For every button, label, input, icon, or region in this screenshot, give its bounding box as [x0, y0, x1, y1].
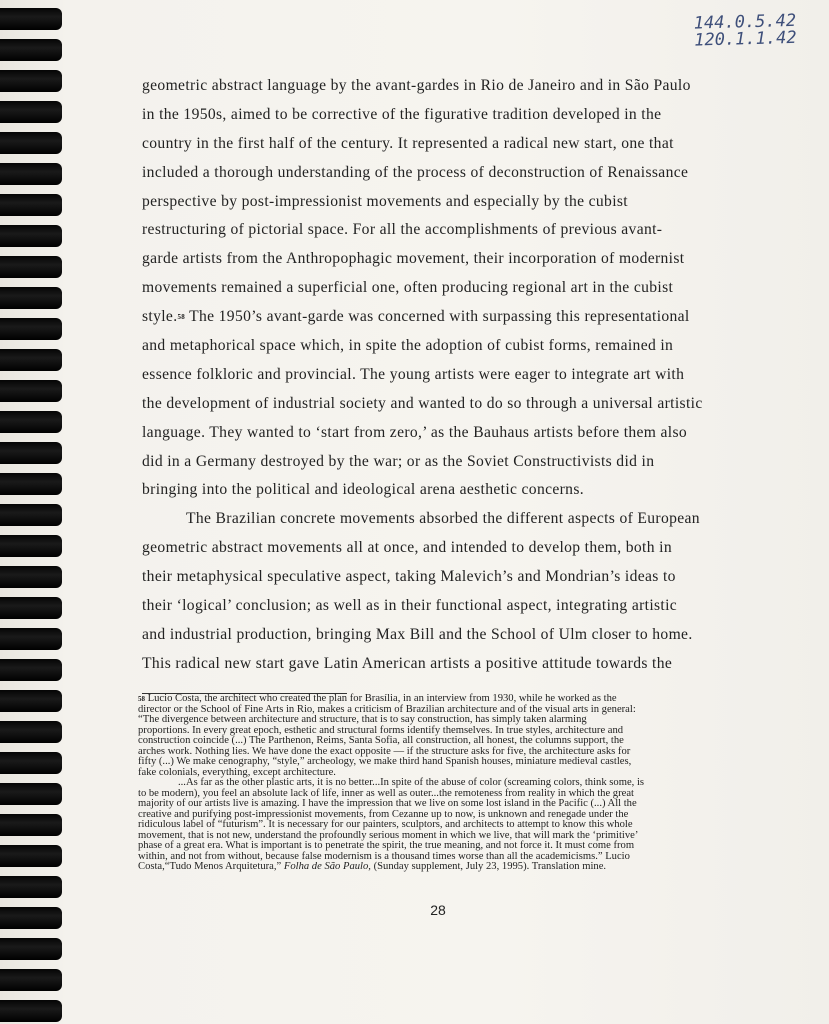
binding-coil — [0, 566, 62, 588]
binding-coil — [0, 163, 62, 185]
binding-coil — [0, 535, 62, 557]
binding-coil — [0, 411, 62, 433]
body-line: their ‘logical’ conclusion; as well as in their functional aspect, integrating artistic — [142, 597, 678, 615]
footnote-line: fake colonials, everything, except architecture. — [138, 766, 336, 778]
binding-coil — [0, 70, 62, 92]
footnote-line: ridiculous label of “futurism”. It is necessary for our painters, sculptors, and architects to attempt to know this whole — [138, 819, 633, 830]
body-line: the development of industrial society and wanted to do so through a universal artistic — [142, 394, 703, 412]
binding-coil — [0, 287, 62, 309]
annotation-line-2: 120.1.1.42 — [693, 27, 797, 51]
page-number: 28 — [430, 902, 446, 918]
body-line: in the 1950s, aimed to be corrective of the figurative tradition developed in the — [142, 105, 662, 123]
footnote-line: construction coincide (...) The Parthenon, Reims, Santa Sofia, all construction, all honest, the columns support, the — [138, 735, 624, 746]
body-line: bringing into the political and ideological arena aesthetic concerns. — [142, 481, 584, 499]
footnote-line: director or the School of Fine Arts in Rio, makes a criticism of Brazilian architecture and of the visual arts in general: — [138, 703, 636, 715]
footnote-line: majority of our artists live is amazing. I have the impression that we live on some lost island in the Pacific (...) All the — [138, 798, 637, 809]
binding-coil — [0, 783, 62, 805]
footnote-line: $^{58}$ Lucio Costa, the architect who created the plan for Brasília, in an interview from 1930, while he worked as the — [138, 693, 617, 704]
footnote-reference[interactable]: 58 — [177, 313, 186, 322]
footnote-line: proportions. In every great epoch, esthetic and structural forms identify themselves. In true styles, architecture and — [138, 724, 624, 736]
footnote-line: Costa,“Tudo Menos Arquitetura,” Folha de São Paulo, (Sunday supplement, July 23, 1995). Translation mine. — [138, 861, 607, 872]
body-line: geometric abstract movements all at once, and intended to develop them, both in — [142, 539, 672, 557]
annotation-line-1: 144.0.5.42 — [693, 10, 797, 34]
binding-coil — [0, 194, 62, 216]
body-line: their metaphysical speculative aspect, taking Malevich’s and Mondrian’s ideas to — [142, 568, 676, 586]
binding-coil — [0, 256, 62, 278]
binding-coil — [0, 938, 62, 960]
body-line: movements remained a superficial one, often producing regional art in the cubist — [142, 279, 674, 297]
body-line-end: The 1950’s avant-garde was concerned with surpassing this representational — [185, 308, 690, 326]
binding-coil — [0, 504, 62, 526]
binding-coil — [0, 318, 62, 340]
body-line: did in a Germany destroyed by the war; or as the Soviet Constructivists did in — [142, 452, 655, 470]
body-line-start: style. — [142, 308, 178, 326]
binding-coil — [0, 814, 62, 836]
binding-coil — [0, 752, 62, 774]
binding-coil — [0, 659, 62, 681]
binding-coil — [0, 690, 62, 712]
binding-coil — [0, 597, 62, 619]
spiral-binding — [0, 0, 62, 1024]
binding-coil — [0, 225, 62, 247]
body-line: included a thorough understanding of the process of deconstruction of Renaissance — [142, 163, 689, 181]
footnote-mark: 58 — [138, 695, 145, 703]
body-line: This radical new start gave Latin American artists a positive attitude towards the — [142, 654, 673, 672]
citation-title: Folha de São Paulo, — [281, 861, 371, 872]
binding-coil — [0, 1000, 62, 1022]
handwritten-annotation — [694, 12, 815, 49]
binding-coil — [0, 380, 62, 402]
footnote-line: creative and purifying post-impressionist movements, from Cezanne up to now, is unknown and renegade under the — [138, 808, 629, 820]
body-line: restructuring of pictorial space. For all the accomplishments of previous avant- — [142, 221, 663, 239]
body-text — [142, 72, 747, 679]
binding-coil — [0, 969, 62, 991]
footnote-line: fifty (...) We make cenography, “style,” archeology, we make third hand Spanish houses, miniature medieval castles, — [138, 756, 632, 767]
binding-coil — [0, 8, 62, 30]
body-line: language. They wanted to ‘start from zero,’ as the Bauhaus artists before them also — [142, 423, 688, 441]
body-line: and metaphorical space which, in spite the adoption of cubist forms, remained in — [142, 337, 674, 355]
body-line: garde artists from the Anthropophagic movement, their incorporation of modernist — [142, 250, 685, 268]
binding-coil — [0, 349, 62, 371]
footnote-line: ...As far as the other plastic arts, it is no better...In spite of the abuse of color (screaming colors, think some, is — [178, 777, 645, 788]
footnote — [138, 694, 748, 873]
body-line: The Brazilian concrete movements absorbed the different aspects of European — [186, 510, 700, 528]
binding-coil — [0, 876, 62, 898]
binding-coil — [0, 39, 62, 61]
footnote-line: movement, that is not new, understand the profoundly serious moment in which we live, that will mark the ‘primitive’ — [138, 829, 639, 841]
footnote-line: “The divergence between architecture and structure, that is to say construction, has simply taken alarming — [138, 714, 587, 725]
binding-coil — [0, 101, 62, 123]
binding-coil — [0, 132, 62, 154]
body-line: country in the first half of the century. It represented a radical new start, one that — [142, 134, 674, 152]
footnote-line: within, and not from without, because false modernism is a thousand times worse than all the academicisms.” Lucio — [138, 850, 630, 862]
footnote-line: phase of a great era. What is important is to penetrate the spirit, the true meaning, and not force it. It must come from — [138, 840, 635, 851]
body-line: perspective by post-impressionist movements and especially by the cubist — [142, 192, 628, 210]
binding-coil — [0, 721, 62, 743]
body-line: and industrial production, bringing Max Bill and the School of Ulm closer to home. — [142, 625, 693, 643]
binding-coil — [0, 907, 62, 929]
binding-coil — [0, 845, 62, 867]
footnote-line: to be modern), you feel an absolute lack of life, inner as well as outer...the remoteness from reality in which the great — [138, 787, 634, 799]
binding-coil — [0, 473, 62, 495]
binding-coil — [0, 442, 62, 464]
body-line: essence folkloric and provincial. The young artists were eager to integrate art with — [142, 365, 685, 383]
body-line — [142, 303, 747, 332]
binding-coil — [0, 628, 62, 650]
footnote-line: arches work. Nothing lies. We have done the exact opposite — if the structure asks for five, the architecture asks for — [138, 745, 631, 757]
body-line: geometric abstract language by the avant-gardes in Rio de Janeiro and in São Paulo — [142, 77, 691, 94]
